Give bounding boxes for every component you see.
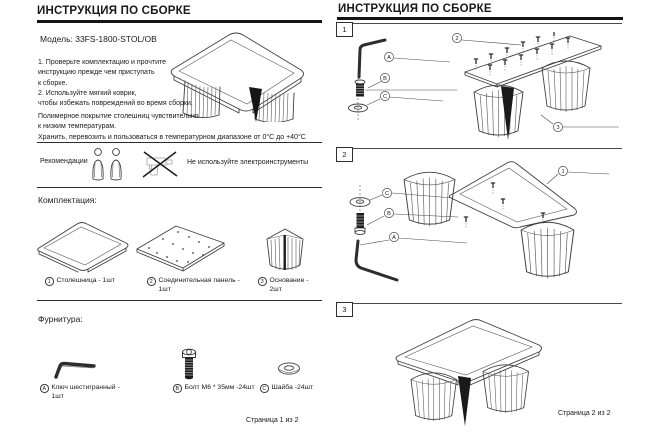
hardware-caption-washer	[260, 384, 315, 393]
page2-title: ИНСТРУКЦИЯ ПО СБОРКЕ	[338, 3, 492, 15]
step3-number	[336, 302, 353, 317]
divider	[37, 187, 322, 188]
no-power-tools-icon	[139, 149, 181, 180]
step1-diagram	[345, 32, 623, 145]
hardware-section-title: Фурнитура:	[38, 314, 83, 324]
step2-diagram	[345, 157, 623, 300]
step1-callout-panel: 2	[455, 36, 459, 43]
hardware-caption-text: Ключ шестигранный - 1шт	[51, 384, 120, 400]
divider	[37, 142, 322, 143]
part-caption-text: Столешница - 1шт	[56, 277, 115, 284]
page1-footer: Страница 1 из 2	[246, 417, 299, 424]
hardware-caption-text: Шайба -24шт	[271, 384, 314, 391]
note-line: к сборке.	[38, 79, 68, 87]
parts-section-title: Комплектация:	[38, 195, 97, 205]
page2-title-rule	[337, 17, 623, 20]
temperature-warning	[38, 112, 338, 143]
note-line: чтобы избежать повреждений во время сборки.	[38, 100, 193, 108]
step3-diagram	[388, 316, 553, 431]
part-caption-text: Основание - 2шт	[269, 277, 309, 293]
recommendations-label: Рекомендации	[40, 158, 88, 165]
hardware-caption-text: Болт М6 * 35мм -24шт	[184, 384, 255, 391]
page1-title: ИНСТРУКЦИЯ ПО СБОРКЕ	[37, 5, 191, 17]
step1-callout-base: 3	[556, 125, 560, 132]
note-line: 1. Проверьте комплектацию и прочтите	[38, 59, 167, 66]
step3-number-text: 3	[342, 305, 347, 314]
warning-line: к низким температурам.	[38, 123, 117, 131]
assembly-notes	[38, 58, 208, 109]
hardware-caption-bolt	[173, 384, 268, 393]
tabletop-part-icon	[33, 219, 133, 275]
note-line: инструкцию прежде чем приступать	[38, 69, 155, 77]
warning-line: Полимерное покрытие столешниц чувствительно	[38, 113, 199, 120]
page2-footer: Страница 2 из 2	[558, 410, 611, 417]
hex-key-icon	[50, 357, 100, 382]
warning-line: Хранить, перевозить и пользоваться в температурном диапазоне от 0°С до +40°С	[38, 133, 306, 141]
step1-rule	[352, 23, 622, 24]
step1-callout-hexkey: A	[387, 55, 391, 62]
step2-number-text: 2	[342, 150, 347, 159]
no-power-tools-text: Не используйте электроинструменты	[187, 159, 309, 166]
connecting-panel-part-icon	[133, 222, 228, 272]
step3-rule	[352, 303, 622, 304]
part-caption-tabletop	[45, 277, 157, 286]
base-part-icon	[263, 227, 307, 274]
part-caption-panel	[147, 277, 251, 294]
step2-callout-hexkey: A	[392, 235, 396, 242]
hardware-caption-hexkey	[40, 384, 132, 401]
hardware-badge: A	[40, 384, 49, 393]
part-badge: 1	[45, 277, 54, 286]
divider	[37, 300, 322, 301]
step1-callout-washer: C	[382, 94, 388, 101]
hardware-badge: B	[173, 384, 182, 393]
part-caption-base	[258, 277, 318, 294]
part-caption-text: Соединительная панель - 1шт	[158, 277, 240, 293]
step1-number-text: 1	[342, 25, 347, 34]
model-number: Модель: 33FS-1800-STOL/OB	[40, 34, 157, 44]
page1-title-rule	[37, 20, 322, 23]
step2-rule	[352, 148, 622, 149]
bolt-icon	[180, 348, 198, 382]
two-people-icon	[90, 146, 128, 183]
part-badge: 3	[258, 277, 267, 286]
step2-callout-bolt: B	[387, 211, 391, 218]
washer-icon	[277, 361, 301, 376]
part-badge: 2	[147, 277, 156, 286]
hardware-badge: C	[260, 384, 269, 393]
step1-callout-bolt: B	[383, 76, 387, 83]
step2-callout-washer: C	[384, 191, 390, 198]
note-line: 2. Используйте мягкий коврик,	[38, 89, 137, 97]
step2-callout-tabletop: 1	[561, 169, 565, 176]
